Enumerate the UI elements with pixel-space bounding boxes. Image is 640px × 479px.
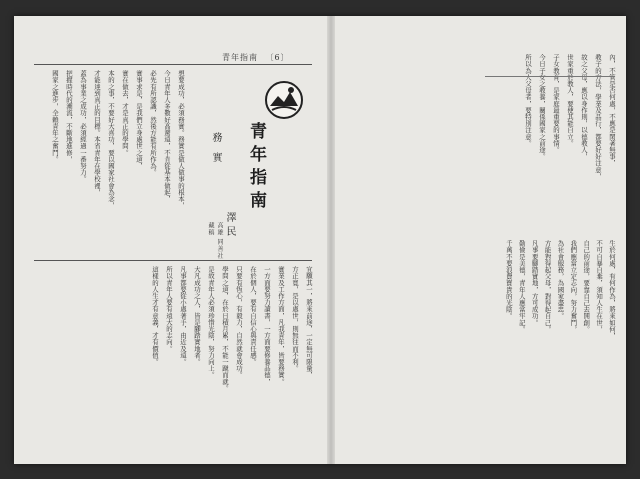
text-column: 想要成功，必須務實。務實是做人做事的根本， <box>177 70 185 209</box>
text-column: 在於個人，要有自信心與責任感。 <box>249 266 257 365</box>
text-column: 國家之進步，全賴青年之奮鬥。 <box>51 70 59 163</box>
text-column: 生於何處，有何作為，將來如何， <box>608 240 616 339</box>
left-lower-text <box>36 266 312 456</box>
text-column: 必先有所認識，然後方能有所作為。 <box>149 70 157 176</box>
text-column: 實事求是，是我們立身處世之道， <box>135 70 143 169</box>
text-column: 一方面要努力讀書，一方面要修養品德， <box>263 266 271 385</box>
right-page <box>335 16 626 464</box>
text-column: 所以青年人要有遠大的志向。 <box>165 266 173 352</box>
article-author: 澤民 <box>224 212 235 240</box>
book-gutter <box>327 16 335 464</box>
text-column: 大凡成功之人，皆是腳踏實地者。 <box>193 266 201 365</box>
text-column: 千萬不要浪費寶貴的光陰。 <box>504 240 513 320</box>
left-page <box>14 16 327 464</box>
text-column: 只要有恆心，有毅力，自然就會成功。 <box>235 266 243 379</box>
text-column: 勤儉是美德，青年人應當牢記。 <box>517 240 526 333</box>
article-title-block <box>184 72 302 262</box>
text-column: 實業及工作方面，凡我青年，皆要務實。 <box>277 266 285 385</box>
text-column: 本的之事，不要好大喜功，要以國家社會為念， <box>107 70 115 209</box>
text-column: 方能對得起父母，對得起自己。 <box>543 240 552 333</box>
article-editor: 高雄 同善社藏稿 <box>207 222 223 260</box>
text-column: 方正寬，是以處世，則無往而不利。 <box>291 266 299 372</box>
article-title: 青年指南 <box>246 122 266 214</box>
text-column: 子女教育，是家庭最重要的事情。 <box>552 54 560 153</box>
text-column: 這樣的人生才有意義，才有價值。 <box>151 266 159 365</box>
running-head <box>222 52 290 63</box>
text-column: 凡事都要從小處著手，由近及遠。 <box>179 266 187 365</box>
text-column: 內，不管是否何處，不應是閑著無事， <box>608 54 616 167</box>
text-column: 蓋為事業之成功，必須經過一番努力。 <box>79 70 87 183</box>
text-column: 才能達到真正的目標。本省青年在學校裡， <box>93 70 101 196</box>
text-column: 把握時代的潮流，不斷地進修， <box>65 70 73 163</box>
right-lower-text <box>499 240 615 450</box>
text-column: 是故青年人必須珍惜光陰，努力向上。 <box>207 266 215 379</box>
section-rule <box>34 260 312 261</box>
right-upper-text <box>499 54 615 226</box>
header-rule <box>34 64 312 65</box>
text-column: 我們應當立定志向，努力奮鬥， <box>569 240 578 333</box>
text-column: 世家重於教人，要使其能自立。 <box>566 54 574 147</box>
text-column: 不可自暴自棄，須知人生在世， <box>595 240 604 333</box>
running-title: 青年指南 <box>222 53 258 62</box>
text-column: 學問之道，在於日積月累，不能一蹴而就。 <box>221 266 229 392</box>
page-number: 〔6〕 <box>265 53 290 62</box>
text-column: 今日青年人多數好高騖遠，不肯從基本做起， <box>163 70 171 202</box>
article-byline: 務實 <box>210 132 221 172</box>
right-top-rule <box>485 76 615 77</box>
text-column: 教子的方法，學業及品行，都要好好注意， <box>594 54 602 180</box>
text-column: 今日子女之教養，關係國家之前途。 <box>538 54 546 160</box>
left-upper-text <box>36 70 184 254</box>
emblem-icon <box>264 80 304 120</box>
book-spread <box>14 16 626 464</box>
text-column: 凡事要腳踏實地，方可成功。 <box>530 240 539 326</box>
text-column: 故之父母，應以身作則，以德教人， <box>580 54 588 160</box>
text-column: 所以為人父母者，要特別注意。 <box>524 54 532 147</box>
text-column: 自己的前途，要靠自己去開創。 <box>582 240 591 333</box>
text-column: 實在做去，才是真正的學問。 <box>121 70 129 156</box>
text-column: 為社會服務，為國家盡忠。 <box>556 240 565 320</box>
text-column: 宜願其一，將來前途，一定無可限量， <box>305 266 313 379</box>
